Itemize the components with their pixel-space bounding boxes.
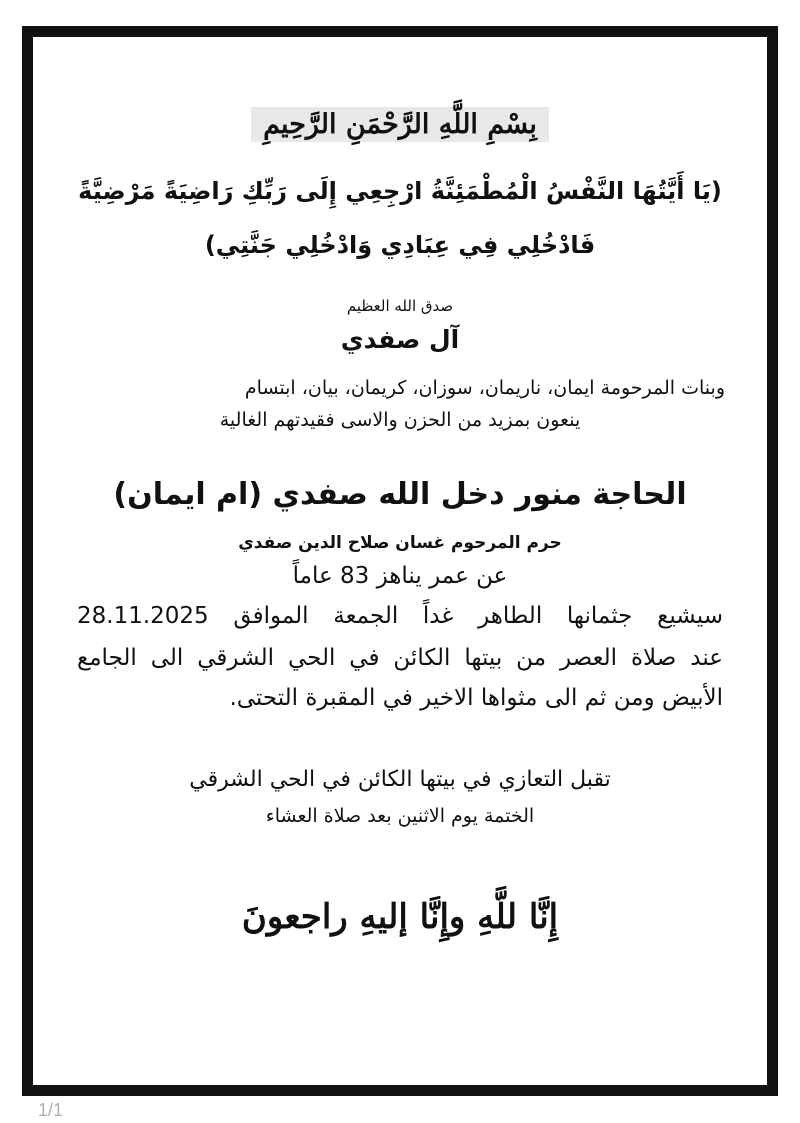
quran-verse-line-1: (يَا أَيَّتُهَا النَّفْسُ الْمُطْمَئِنَّةُ ارْجِعِي إِلَى رَبِّكِ رَاضِيَةً مَرْضِيَّةً	[78, 177, 722, 205]
page-number: 1/1	[38, 1100, 64, 1120]
condolences-line-1: تقبل التعازي في بيتها الكائن في الحي الشرقي	[189, 767, 611, 792]
sadaq-allah-text: صدق الله العظيم	[346, 297, 454, 315]
closing-verse: إِنَّا للَّهِ وإِنَّا إليهِ راجعونَ	[241, 897, 559, 937]
mourning-line: ينعون بمزيد من الحزن والاسى فقيدتهم الغالية	[219, 409, 581, 431]
age-line: عن عمر يناهز 83 عاماً	[292, 563, 508, 589]
funeral-details-line-3: الأبيض ومن ثم الى مثواها الاخير في المقبرة التحتى.	[229, 685, 723, 711]
quran-verse-line-2: فَادْخُلِي فِي عِبَادِي وَادْخُلِي جَنَّتِي)	[204, 231, 596, 259]
daughters-line: وبنات المرحومة ايمان، ناريمان، سوزان، كريمان، بيان، ابتسام	[244, 377, 725, 399]
funeral-details-line-2: عند صلاة العصر من بيتها الكائن في الحي الشرقي الى الجامع	[77, 645, 723, 671]
spouse-line: حرم المرحوم غسان صلاح الدين صفدي	[238, 533, 562, 553]
basmala-heading: بِسْمِ اللَّهِ الرَّحْمَنِ الرَّحِيمِ	[251, 107, 549, 142]
obituary-frame	[22, 26, 778, 1096]
deceased-name: الحاجة منور دخل الله صفدي (ام ايمان)	[113, 477, 687, 512]
condolences-line-2: الختمة يوم الاثنين بعد صلاة العشاء	[265, 805, 535, 827]
funeral-details-line-1: سيشيع جثمانها الطاهر غداً الجمعة الموافق 28.11.2025	[77, 603, 723, 629]
family-name: آل صفدي	[340, 325, 460, 354]
obituary-content	[33, 37, 767, 1085]
basmala-row	[73, 107, 727, 142]
